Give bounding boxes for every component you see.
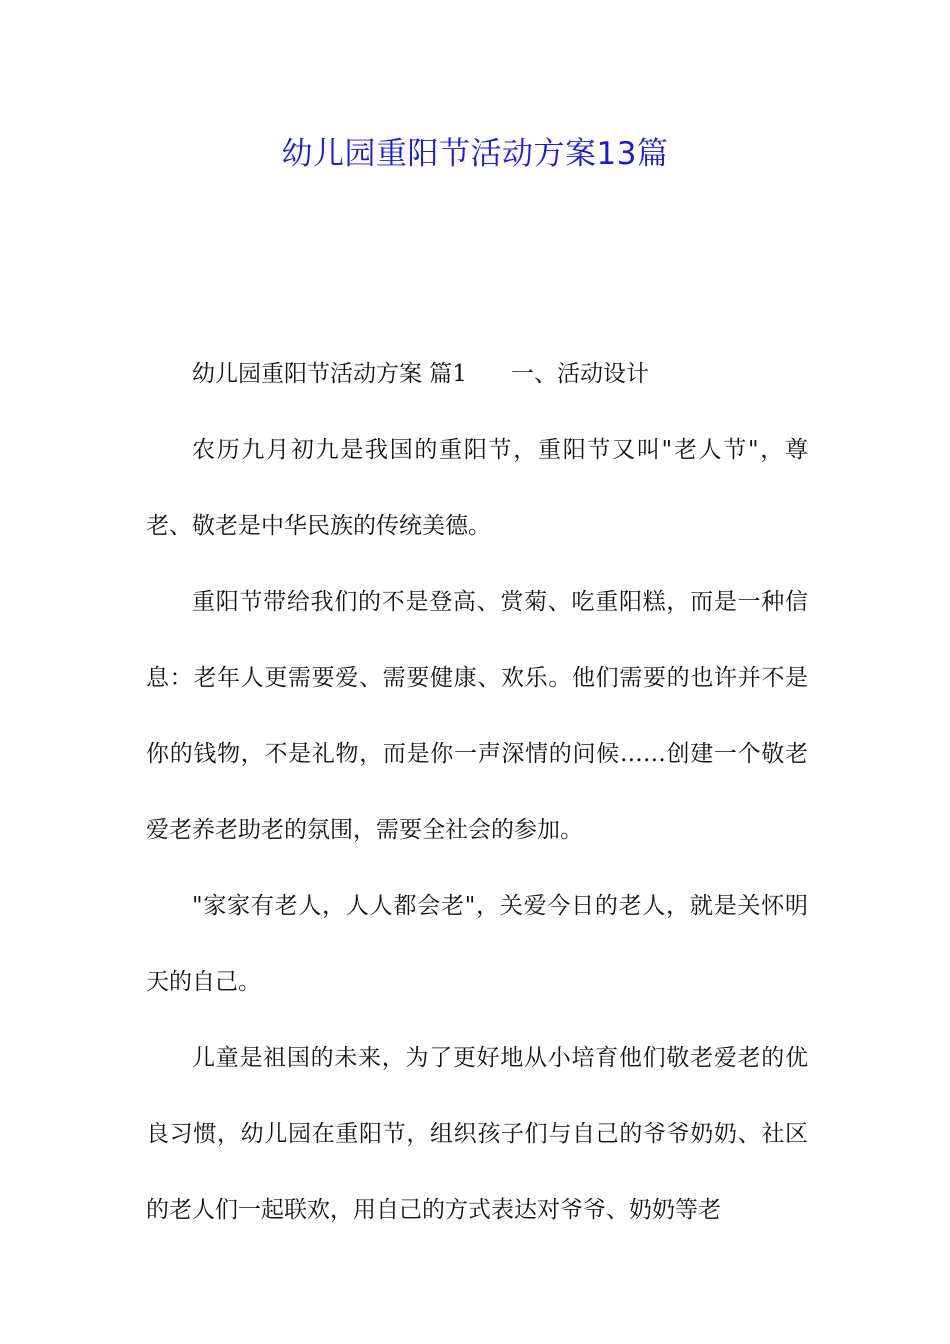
subsection-title: 一、活动设计 bbox=[510, 361, 649, 387]
document-body bbox=[146, 336, 808, 1248]
body-paragraph: "家家有老人，人人都会老"，关爱今日的老人，就是关怀明天的自己。 bbox=[146, 893, 808, 995]
document-title: 幼儿园重阳节活动方案13篇 bbox=[281, 136, 669, 172]
body-paragraph: 重阳节带给我们的不是登高、赏菊、吃重阳糕，而是一种信息：老年人更需要爱、需要健康、欢乐。他们需要的也许并不是你的钱物，不是礼物，而是你一声深情的问候……创建一个敬老爱老养老助老的氛围，需要全社会的参加。 bbox=[146, 589, 808, 843]
body-paragraph: 儿童是祖国的未来，为了更好地从小培育他们敬老爱老的优良习惯，幼儿园在重阳节，组织孩子们与自己的爷爷奶奶、社区的老人们一起联欢，用自己的方式表达对爷爷、奶奶等老 bbox=[146, 1045, 808, 1223]
body-paragraph: 农历九月初九是我国的重阳节，重阳节又叫"老人节"，尊老、敬老是中华民族的传统美德。 bbox=[146, 437, 808, 539]
section-title: 幼儿园重阳节活动方案 篇1 bbox=[192, 361, 467, 387]
section-heading-paragraph bbox=[146, 336, 808, 412]
